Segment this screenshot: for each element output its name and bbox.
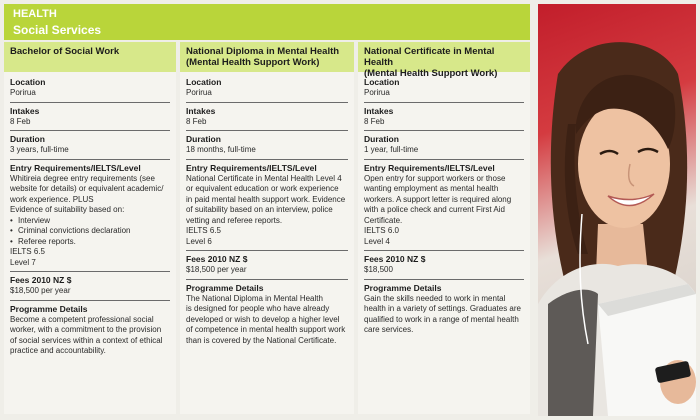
entry-requirements-label: Entry Requirements/IELTS/Level [10,162,141,173]
programme-title: Bachelor of Social Work [4,42,176,72]
programme-title: National Diploma in Mental Health (Mental Health Support Work) [180,42,354,72]
student-illustration [538,4,696,416]
fees-label: Fees 2010 NZ $ [364,254,426,264]
section-banner [4,4,530,40]
duration-label: Duration [364,134,399,144]
banner-subtitle: Social Services [13,23,102,37]
intakes-value: 8 Feb [186,116,207,126]
programme-details-text: The National Diploma in Mental Health is designed for people who have already developed or wish to develop a higher level of competence in mental health support work than is covered by the National Certificate. [186,293,346,345]
location-value: Porirua [186,88,212,97]
location-label: Location [186,77,222,87]
fees-value: $18,500 [364,265,393,274]
bullet-item: • Referee reports. [10,236,76,246]
duration-label: Duration [10,134,45,144]
programme-details-label: Programme Details [364,282,442,293]
programme-column-diploma [180,42,354,414]
intakes-label: Intakes [364,105,394,116]
programme-column-bachelor [4,42,176,414]
programme-details-label: Programme Details [186,282,264,293]
programme-title: National Certificate in Mental Health (Mental Health Support Work) [358,42,530,72]
entry-requirements-text: Open entry for support workers or those wanting employment as mental health workers. A support letter is required along with a police check and current First Aid Certificate. IELTS 6.0 Level 4 [364,173,512,246]
location-label: Location [364,77,400,87]
intakes-label: Intakes [10,105,40,116]
duration-value: 3 years, full-time [10,145,69,154]
entry-requirements-ielts-level: IELTS 6.5 Level 7 [10,247,45,267]
programme-details-text: Become a competent professional social worker, with a commitment to the provision of social services within a context of ethical practice and accountability. [10,314,163,355]
duration-value: 1 year, full-time [364,145,419,154]
intakes-label: Intakes [186,105,216,116]
intakes-value: 8 Feb [10,116,31,126]
entry-requirements-text: National Certificate in Mental Health Level 4 or equivalent education or work experience in paid mental health support work. Evidence of suitability based on an interview, police vetting and referee reports. IELTS 6.5 Level 6 [186,173,346,246]
programme-details-label: Programme Details [10,303,88,314]
entry-requirements-text: Whitireia degree entry requirements (see website for details) or equivalent academic/ work experience. PLUS Evidence of suitability based on: [10,173,164,214]
location-value: Porirua [364,88,390,97]
entry-requirements-label: Entry Requirements/IELTS/Level [364,162,495,173]
duration-label: Duration [186,134,221,144]
intakes-value: 8 Feb [364,116,385,126]
location-label: Location [10,77,46,87]
banner-category: HEALTH [13,8,57,20]
student-photo [538,4,696,416]
programme-details-text: Gain the skills needed to work in mental health in a variety of settings. Graduates are qualified to work in a range of mental health care services. [364,293,521,334]
fees-value: $18,500 per year [10,286,71,295]
bullet-item: • Criminal convictions declaration [10,226,131,235]
location-value: Porirua [10,88,36,97]
fees-value: $18,500 per year [186,265,247,274]
bullet-item: • Interview [10,215,51,225]
fees-label: Fees 2010 NZ $ [10,275,72,285]
entry-requirements-label: Entry Requirements/IELTS/Level [186,162,317,173]
duration-value: 18 months, full-time [186,145,256,154]
fees-label: Fees 2010 NZ $ [186,254,248,264]
programme-column-certificate [358,42,530,414]
